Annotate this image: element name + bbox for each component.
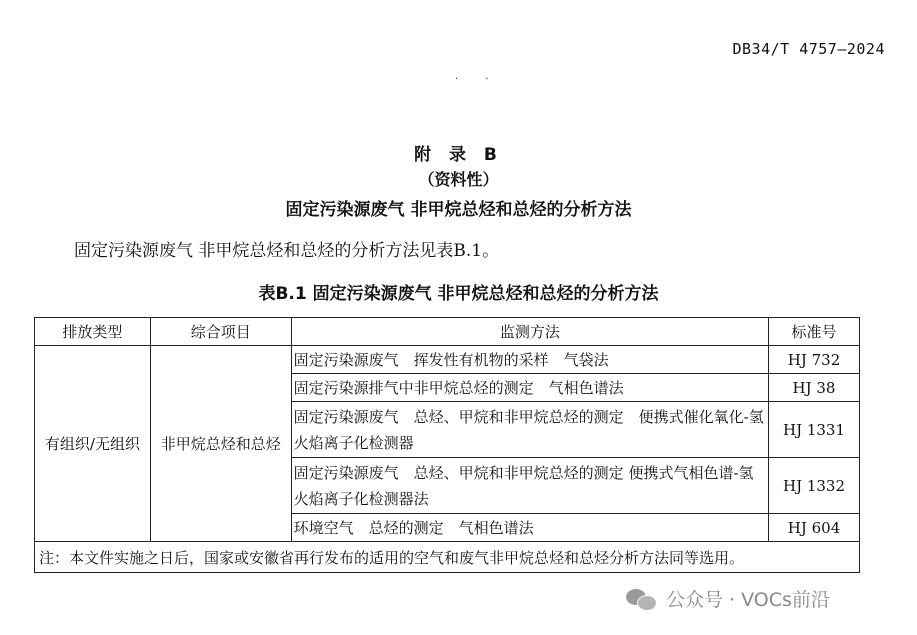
standard-cell: HJ 1332 (769, 458, 860, 514)
watermark-text: 公众号 · VOCs前沿 (666, 589, 830, 611)
method-cell: 固定污染源废气 总烃、甲烷和非甲烷总烃的测定 便携式催化氧化-氢火焰离子化检测器 (291, 402, 768, 458)
methods-table (34, 317, 860, 573)
table-note-row (35, 542, 860, 573)
header-item: 综合项目 (150, 318, 291, 346)
appendix-title: 附 录 B (414, 145, 503, 165)
method-cell: 固定污染源排气中非甲烷总烃的测定 气相色谱法 (291, 374, 768, 402)
method-cell: 固定污染源废气 挥发性有机物的采样 气袋法 (291, 346, 768, 374)
standard-cell: HJ 38 (769, 374, 860, 402)
standard-cell: HJ 1331 (769, 402, 860, 458)
standard-cell: HJ 732 (769, 346, 860, 374)
watermark (626, 585, 830, 612)
method-cell: 固定污染源废气 总烃、甲烷和非甲烷总烃的测定 便携式气相色谱-氢火焰离子化检测器法 (291, 458, 768, 514)
table-note: 注：本文件实施之日后，国家或安徽省再行发布的适用的空气和废气非甲烷总烃和总烃分析方法同等选用。 (35, 542, 860, 573)
header-emission-type: 排放类型 (35, 318, 151, 346)
emission-type-cell: 有组织/无组织 (35, 346, 151, 542)
wechat-icon (626, 587, 658, 611)
header-standard: 标准号 (769, 318, 860, 346)
item-cell: 非甲烷总烃和总烃 (150, 346, 291, 542)
header-method: 监测方法 (291, 318, 768, 346)
appendix-heading: 固定污染源废气 非甲烷总烃和总烃的分析方法 (285, 200, 632, 220)
appendix-nature: （资料性） (418, 170, 499, 189)
table-caption: 表B.1 固定污染源废气 非甲烷总烃和总烃的分析方法 (258, 284, 659, 304)
intro-paragraph: 固定污染源废气 非甲烷总烃和总烃的分析方法见表B.1。 (74, 241, 500, 261)
method-cell: 环境空气 总烃的测定 气相色谱法 (291, 514, 768, 542)
standard-cell: HJ 604 (769, 514, 860, 542)
table-row (35, 346, 860, 374)
decorative-dots: · · (455, 74, 501, 85)
document-code: DB34/T 4757—2024 (732, 40, 885, 58)
table-header-row (35, 318, 860, 346)
